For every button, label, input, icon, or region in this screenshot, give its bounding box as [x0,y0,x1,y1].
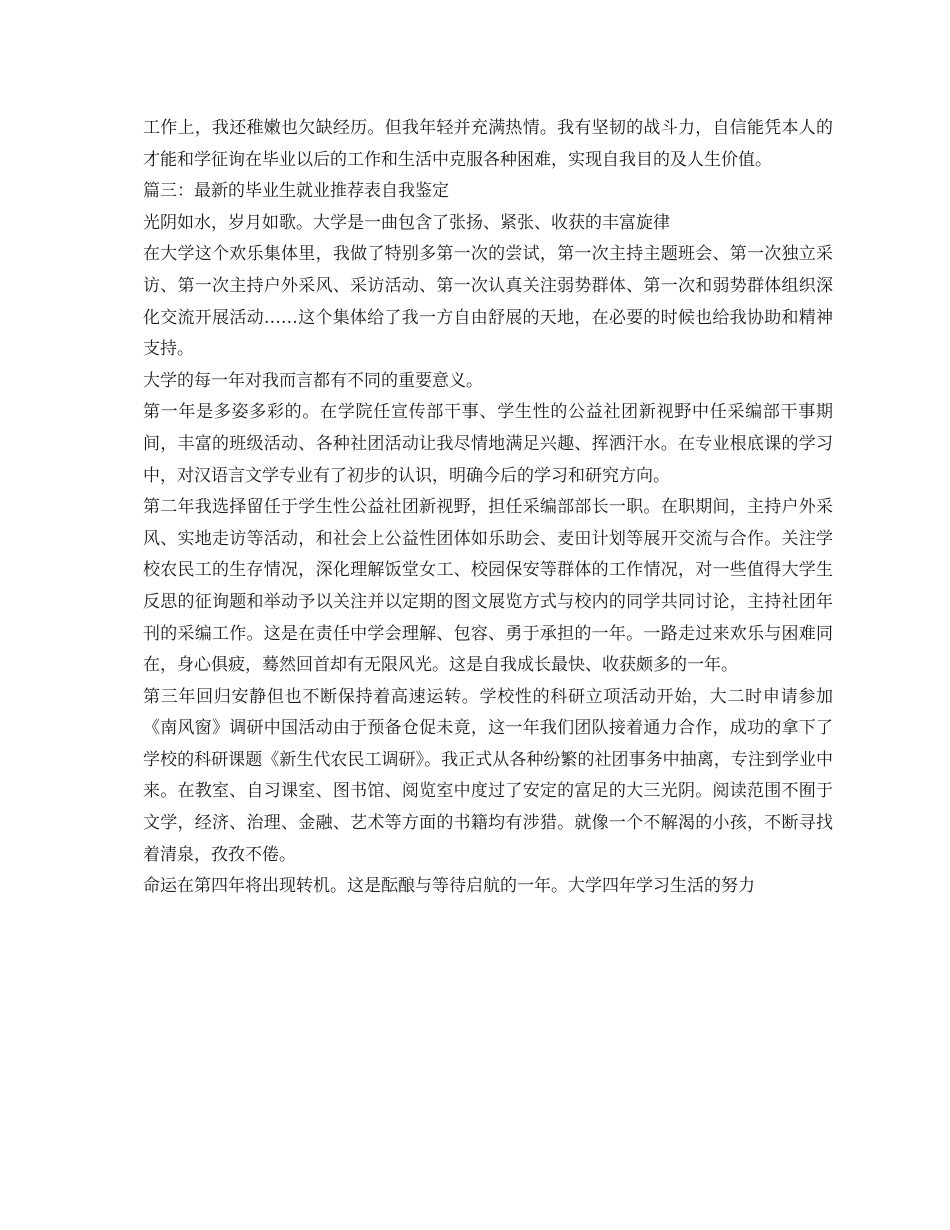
paragraph-5: 第一年是多姿多彩的。在学院任宣传部干事、学生性的公益社团新视野中任采编部干事期间，丰富的班级活动、各种社团活动让我尽情地满足兴趣、挥洒汗水。在专业根底课的学习中，对汉语言文学专业有了初步的认识，明确今后的学习和研究方向。 [143,402,833,486]
paragraph-8: 命运在第四年将出现转机。这是酝酿与等待启航的一年。大学四年学习生活的努力 [143,876,755,897]
document-page [143,113,833,903]
paragraph-4: 大学的每一年对我而言都有不同的重要意义。 [143,370,483,391]
paragraph-6: 第二年我选择留任于学生性公益社团新视野，担任采编部部长一职。在职期间，主持户外采风、实地走访等活动，和社会上公益性团体如乐助会、麦田计划等展开交流与合作。关注学校农民工的生存情况，深化理解饭堂女工、校园保安等群体的工作情况，对一些值得大学生反思的征询题和举动予以关注并以定期的图文展览方式与校内的同学共同讨论，主持社团年刊的采编工作。这是在责任中学会理解、包容、勇于承担的一年。一路走过来欢乐与困难同在，身心俱疲，蓦然回首却有无限风光。这是自我成长最快、收获颇多的一年。 [143,497,833,676]
section-heading: 篇三：最新的毕业生就业推荐表自我鉴定 [143,181,449,202]
paragraph-2: 光阴如水，岁月如歌。大学是一曲包含了张扬、紧张、收获的丰富旋律 [143,212,670,233]
paragraph-1: 工作上，我还稚嫩也欠缺经历。但我年轻并充满热情。我有坚韧的战斗力，自信能凭本人的才能和学征询在毕业以后的工作和生活中克服各种困难，实现自我目的及人生价值。 [143,118,833,170]
paragraph-7: 第三年回归安静但也不断保持着高速运转。学校性的科研立项活动开始，大二时申请参加《南风窗》调研中国活动由于预备仓促未竟，这一年我们团队接着通力合作，成功的拿下了学校的科研课题《新生代农民工调研》。我正式从各种纷繁的社团事务中抽离，专注到学业中来。在教室、自习课室、图书馆、阅览室中度过了安定的富足的大三光阴。阅读范围不囿于文学，经济、治理、金融、艺术等方面的书籍均有涉猎。就像一个不解渴的小孩，不断寻找着清泉，孜孜不倦。 [143,686,833,865]
paragraph-3: 在大学这个欢乐集体里，我做了特别多第一次的尝试，第一次主持主题班会、第一次独立采访、第一次主持户外采风、采访活动、第一次认真关注弱势群体、第一次和弱势群体组织深化交流开展活动……这个集体给了我一方自由舒展的天地，在必要的时候也给我协助和精神支持。 [143,244,833,360]
